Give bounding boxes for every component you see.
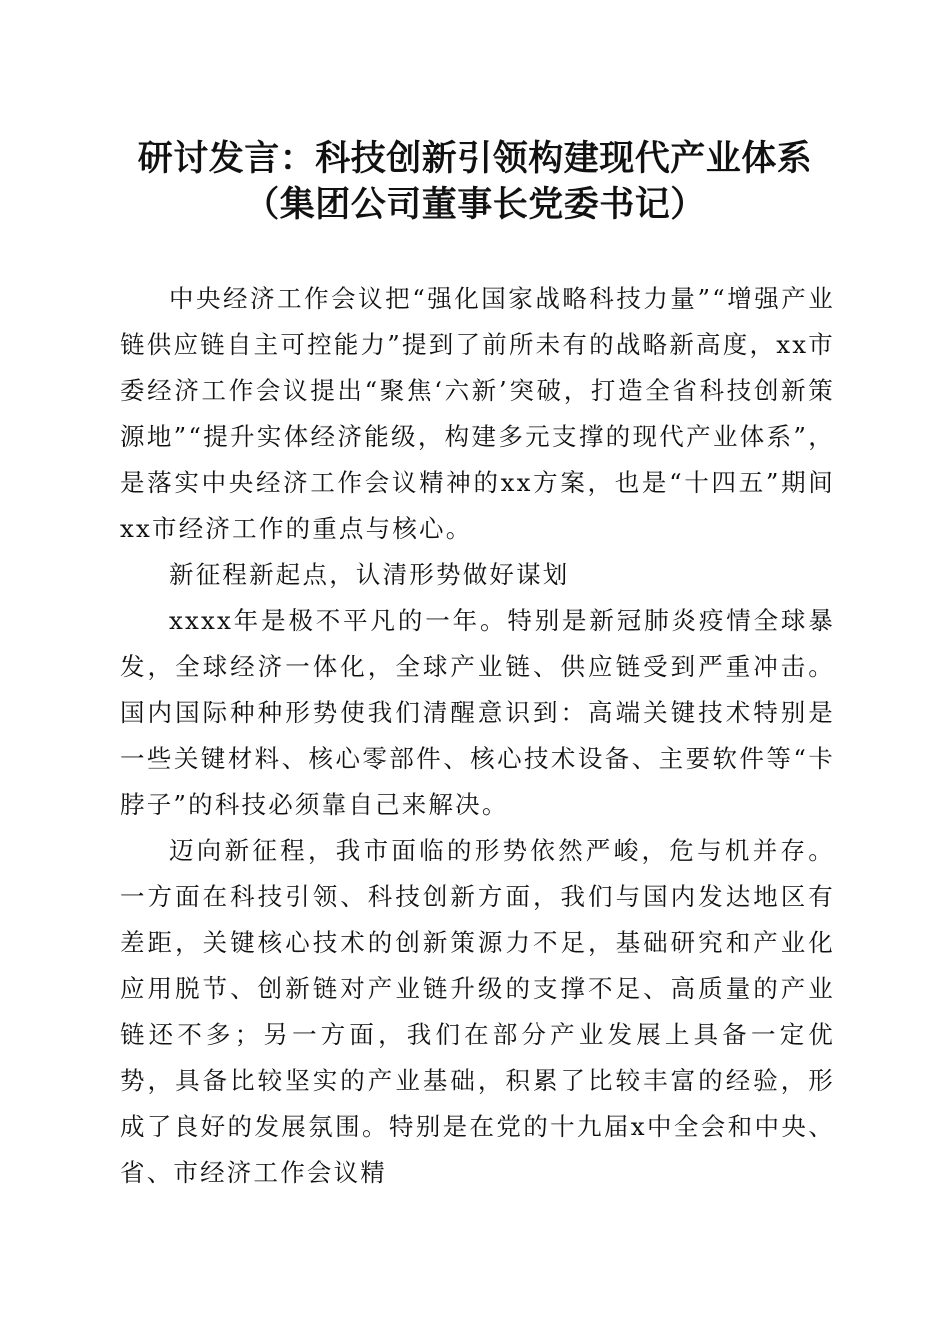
title-line-2: （集团公司董事长党委书记） (244, 184, 706, 225)
paragraph-3: 迈向新征程，我市面临的形势依然严峻，危与机并存。一方面在科技引领、科技创新方面，我们与国内发达地区有差距，关键核心技术的创新策源力不足，基础研究和产业化应用脱节、创新链对产业链升级的支撑不足、高质量的产业链还不多；另一方面，我们在部分产业发展上具备一定优势，具备比较坚实的产业基础，积累了比较丰富的经验，形成了良好的发展氛围。特别是在党的十九届x中全会和中央、省、市经济工作会议精 (120, 836, 835, 1187)
paragraph-1: 中央经济工作会议把“强化国家战略科技力量”“增强产业链供应链自主可控能力”提到了前所未有的战略新高度，xx市委经济工作会议提出“聚焦‘六新’突破，打造全省科技创新策源地”“提升实体经济能级，构建多元支撑的现代产业体系”，是落实中央经济工作会议精神的xx方案，也是“十四五”期间xx市经济工作的重点与核心。 (120, 284, 835, 543)
section-heading: 新征程新起点，认清形势做好谋划 (169, 560, 570, 589)
paragraph-2: xxxx年是极不平凡的一年。特别是新冠肺炎疫情全球暴发，全球经济一体化，全球产业链、供应链受到严重冲击。国内国际种种形势使我们清醒意识到：高端关键技术特别是一些关键材料、核心零部件、核心技术设备、主要软件等“卡脖子”的科技必须靠自己来解决。 (120, 606, 835, 819)
document-body (120, 276, 835, 1196)
document-title (0, 136, 950, 228)
title-line-1: 研讨发言：科技创新引领构建现代产业体系 (137, 138, 813, 179)
